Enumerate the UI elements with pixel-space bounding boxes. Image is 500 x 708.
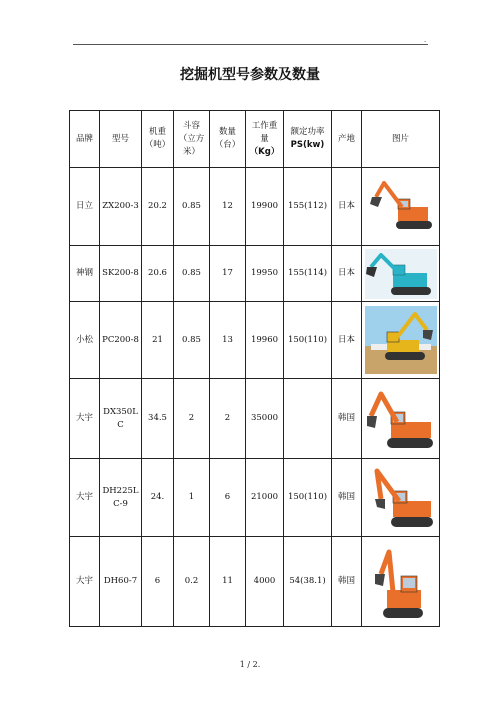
header-power: 额定功率 PS(kw) bbox=[284, 111, 332, 168]
komatsu-excavator-photo bbox=[365, 306, 437, 374]
table-row bbox=[70, 302, 440, 379]
cell-photo bbox=[362, 302, 440, 379]
cell-work-weight: 19950 bbox=[246, 246, 284, 302]
cell-work-weight: 35000 bbox=[246, 379, 284, 459]
cell-origin: 日本 bbox=[332, 168, 362, 246]
header-photo: 图片 bbox=[362, 111, 440, 168]
cell-bucket: 0.85 bbox=[174, 246, 210, 302]
header-rule bbox=[73, 44, 428, 45]
cell-weight: 24. bbox=[142, 459, 174, 537]
cell-origin: 日本 bbox=[332, 302, 362, 379]
kobelco-excavator-photo bbox=[365, 249, 437, 299]
cell-model: SK200-8 bbox=[100, 246, 142, 302]
cell-model: DX350L C bbox=[100, 379, 142, 459]
cell-work-weight: 4000 bbox=[246, 537, 284, 627]
cell-power: 54(38.1) bbox=[284, 537, 332, 627]
excavator-spec-table bbox=[69, 110, 440, 627]
cell-work-weight: 21000 bbox=[246, 459, 284, 537]
header-bucket: 斗容 （立方 米） bbox=[174, 111, 210, 168]
cell-brand: 大宇 bbox=[70, 459, 100, 537]
cell-origin: 韩国 bbox=[332, 459, 362, 537]
header-origin: 产地 bbox=[332, 111, 362, 168]
cell-model: DH60-7 bbox=[100, 537, 142, 627]
cell-photo bbox=[362, 537, 440, 627]
cell-power bbox=[284, 379, 332, 459]
header-mark: . bbox=[424, 36, 427, 44]
cell-bucket: 0.85 bbox=[174, 302, 210, 379]
cell-power: 155(114) bbox=[284, 246, 332, 302]
cell-model: DH225L C-9 bbox=[100, 459, 142, 537]
cell-weight: 20.6 bbox=[142, 246, 174, 302]
cell-model: ZX200-3 bbox=[100, 168, 142, 246]
cell-power: 150(110) bbox=[284, 302, 332, 379]
cell-model: PC200-8 bbox=[100, 302, 142, 379]
cell-bucket: 0.85 bbox=[174, 168, 210, 246]
cell-power: 150(110) bbox=[284, 459, 332, 537]
cell-photo bbox=[362, 246, 440, 302]
cell-quantity: 13 bbox=[210, 302, 246, 379]
cell-weight: 6 bbox=[142, 537, 174, 627]
header-quantity: 数量 （台） bbox=[210, 111, 246, 168]
cell-brand: 大宇 bbox=[70, 379, 100, 459]
cell-photo bbox=[362, 459, 440, 537]
page-title: 挖掘机型号参数及数量 bbox=[180, 67, 320, 83]
cell-quantity: 12 bbox=[210, 168, 246, 246]
cell-bucket: 0.2 bbox=[174, 537, 210, 627]
table-row bbox=[70, 246, 440, 302]
table-row bbox=[70, 379, 440, 459]
hitachi-excavator-photo bbox=[366, 177, 436, 237]
table-row bbox=[70, 168, 440, 246]
cell-origin: 韩国 bbox=[332, 537, 362, 627]
cell-brand: 大宇 bbox=[70, 537, 100, 627]
cell-photo bbox=[362, 379, 440, 459]
cell-photo bbox=[362, 168, 440, 246]
cell-weight: 20.2 bbox=[142, 168, 174, 246]
cell-origin: 韩国 bbox=[332, 379, 362, 459]
header-model: 型号 bbox=[100, 111, 142, 168]
cell-brand: 日立 bbox=[70, 168, 100, 246]
cell-work-weight: 19960 bbox=[246, 302, 284, 379]
cell-brand: 神钢 bbox=[70, 246, 100, 302]
doosan-dx350-photo bbox=[365, 386, 437, 452]
cell-quantity: 17 bbox=[210, 246, 246, 302]
cell-weight: 34.5 bbox=[142, 379, 174, 459]
table-row bbox=[70, 459, 440, 537]
page-footer: 1 / 2. bbox=[239, 660, 261, 669]
cell-bucket: 2 bbox=[174, 379, 210, 459]
cell-quantity: 2 bbox=[210, 379, 246, 459]
cell-bucket: 1 bbox=[174, 459, 210, 537]
header-brand: 品牌 bbox=[70, 111, 100, 168]
cell-work-weight: 19900 bbox=[246, 168, 284, 246]
cell-quantity: 6 bbox=[210, 459, 246, 537]
header-work-weight: 工作重 量 （Kg） bbox=[246, 111, 284, 168]
cell-power: 155(112) bbox=[284, 168, 332, 246]
cell-weight: 21 bbox=[142, 302, 174, 379]
header-weight: 机重 （吨） bbox=[142, 111, 174, 168]
table-header-row bbox=[70, 111, 440, 168]
doosan-dh225-photo bbox=[365, 465, 437, 531]
doosan-dh60-photo bbox=[371, 542, 431, 622]
cell-quantity: 11 bbox=[210, 537, 246, 627]
cell-origin: 日本 bbox=[332, 246, 362, 302]
table-row bbox=[70, 537, 440, 627]
cell-brand: 小松 bbox=[70, 302, 100, 379]
